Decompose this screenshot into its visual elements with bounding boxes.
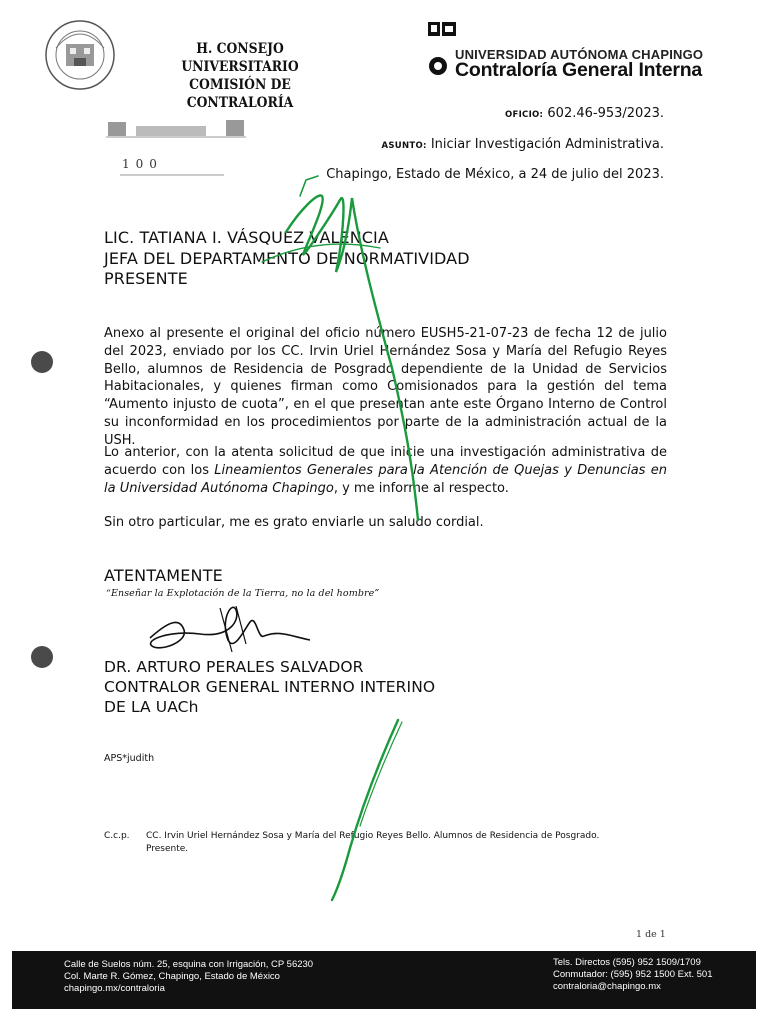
body-paragraph-3: Sin otro particular, me es grato enviarle un saludo cordial. — [104, 515, 484, 530]
atentamente: ATENTAMENTE — [104, 566, 223, 585]
footer-web-link[interactable]: chapingo.mx/contraloria — [64, 983, 165, 994]
oficio-label: OFICIO: — [504, 110, 544, 120]
university-seal-logo — [42, 18, 118, 92]
typist-initials: APS*judith — [104, 753, 155, 764]
asunto-line — [381, 137, 664, 152]
oficio-number: 602.46-953/2023. — [547, 106, 664, 121]
university-name: UNIVERSIDAD AUTÓNOMA CHAPINGO — [455, 47, 704, 62]
footer-switchboard: Conmutador: (595) 952 1500 Ext. 501 — [553, 969, 713, 980]
signer-block — [104, 657, 435, 717]
ccp-line-2: Presente. — [146, 844, 189, 854]
addressee-name: LIC. TATIANA I. VÁSQUEZ VALENCIA — [104, 228, 389, 247]
contraloria-logo-icon — [426, 20, 458, 78]
footer-contact — [553, 957, 713, 993]
signer-name: DR. ARTURO PERALES SALVADOR — [104, 658, 364, 676]
signer-title-2: DE LA UACh — [104, 698, 199, 716]
footer-bar — [12, 951, 756, 1009]
signer-title-1: CONTRALOR GENERAL INTERNO INTERINO — [104, 678, 436, 696]
addressee-block — [104, 228, 470, 290]
body-paragraph-1: Anexo al presente el original del oficio número EUSH5-21-07-23 de fecha 12 de julio del 2023, enviado por los CC. Irvin Uriel Hernández Sosa y María del Refugio Reyes Bello, alumnos de Residencia de Posgrado dependiente de la Unidad de Servicios Habitacionales, y quienes firman como Comisionados para la gestión del tema “Aumento injusto de cuota”, en el que presentan ante este Órgano Interno de Control su inconformidad en los procedimientos por parte de la administración actual de la USH. — [104, 326, 667, 448]
council-heading — [148, 40, 332, 112]
centenary-emblem — [106, 112, 246, 182]
place-date: Chapingo, Estado de México, a 24 de julio del 2023. — [326, 167, 664, 182]
council-line-1: H. CONSEJO UNIVERSITARIO — [181, 41, 299, 75]
footer-address — [64, 959, 313, 995]
asunto-text: Iniciar Investigación Administrativa. — [430, 137, 664, 152]
ccp-block — [104, 830, 599, 856]
binder-hole-top — [31, 351, 53, 373]
footer-email-link[interactable]: contraloria@chapingo.mx — [553, 981, 661, 992]
institutional-motto: “Enseñar la Explotación de la Tierra, no la del hombre” — [106, 588, 380, 599]
p2-italic-title: Lineamientos Generales para la Atención de Quejas y Denuncias en la Universidad Autónoma Chapingo — [104, 462, 668, 496]
addressee-presente: PRESENTE — [104, 269, 188, 288]
footer-address-line-1: Calle de Suelos núm. 25, esquina con Irrigación, CP 56230 — [64, 959, 314, 970]
p2-end: , y me informe al respecto. — [333, 480, 509, 496]
footer-address-line-2: Col. Marte R. Gómez, Chapingo, Estado de México — [64, 971, 280, 982]
body-paragraph-2 — [104, 444, 667, 497]
asunto-label: ASUNTO: — [381, 141, 427, 151]
page-number: 1 de 1 — [636, 929, 666, 940]
handwritten-signature — [140, 600, 320, 660]
council-line-2: COMISIÓN DE CONTRALORÍA — [186, 77, 294, 111]
centenary-number: 100 — [122, 157, 163, 171]
footer-phones: Tels. Directos (595) 952 1509/1709 — [553, 957, 701, 968]
office-name: Contraloría General Interna — [455, 59, 703, 81]
ccp-label: C.c.p. — [104, 831, 130, 841]
addressee-title: JEFA DEL DEPARTAMENTO DE NORMATIVIDAD — [104, 248, 470, 268]
ccp-line-1: CC. Irvin Uriel Hernández Sosa y María del Refugio Reyes Bello. Alumnos de Residencia de Posgrado. — [146, 831, 600, 841]
oficio-line — [505, 106, 664, 121]
p2-start: Lo anterior, con la atenta solicitud de que inicie una investigación administrativa de acuerdo con los — [104, 445, 667, 478]
binder-hole-bottom — [31, 646, 53, 668]
